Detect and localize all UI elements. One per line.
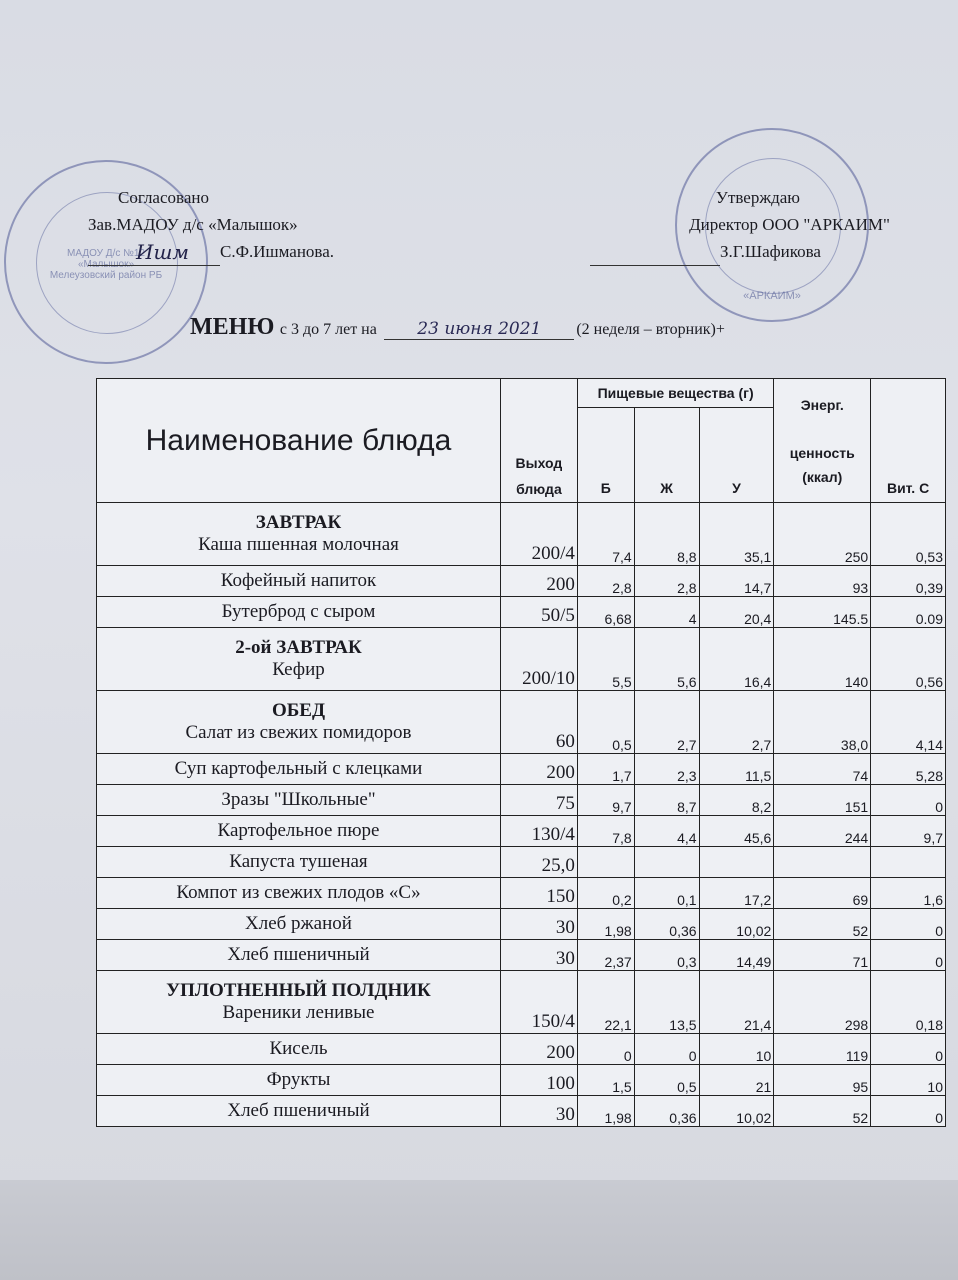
- dish-yield: 200: [500, 1034, 577, 1065]
- fat-value: 0,36: [634, 909, 699, 940]
- carbs-value: 45,6: [699, 816, 774, 847]
- dish-cell: [97, 909, 501, 940]
- menu-table-body: [97, 503, 946, 1127]
- vitamin-c-value: 0: [871, 1096, 946, 1127]
- fat-value: 8,7: [634, 785, 699, 816]
- signature-line-right: [590, 238, 720, 266]
- dish-name: Компот из свежих плодов «С»: [176, 882, 421, 903]
- dish-name: Вареники ленивые: [222, 1002, 375, 1023]
- vitamin-c-value: 9,7: [871, 816, 946, 847]
- energy-value: 69: [774, 878, 871, 909]
- dish-yield: 200: [500, 566, 577, 597]
- dish-yield: 130/4: [500, 816, 577, 847]
- energy-value: 145.5: [774, 597, 871, 628]
- dish-yield: 30: [500, 1096, 577, 1127]
- dish-cell: [97, 628, 501, 691]
- energy-value: 52: [774, 1096, 871, 1127]
- dish-name: Хлеб пшеничный: [227, 1100, 370, 1121]
- dish-cell: [97, 597, 501, 628]
- head-signature-line: [88, 238, 334, 266]
- vitamin-c-value: [871, 847, 946, 878]
- carbs-value: 10,02: [699, 1096, 774, 1127]
- header-energy: [774, 379, 871, 503]
- protein-value: 2,37: [577, 940, 634, 971]
- fat-value: 0: [634, 1034, 699, 1065]
- meal-category: ОБЕД: [271, 700, 326, 721]
- protein-value: 1,7: [577, 754, 634, 785]
- vitamin-c-value: 0: [871, 909, 946, 940]
- dish-name: Каша пшенная молочная: [198, 534, 399, 555]
- dish-name: Фрукты: [266, 1069, 331, 1090]
- vitamin-c-value: 10: [871, 1065, 946, 1096]
- carbs-value: 20,4: [699, 597, 774, 628]
- handwritten-signature-left: Ишм: [136, 240, 189, 264]
- fat-value: 2,7: [634, 691, 699, 754]
- head-position: Зав.МАДОУ д/с «Малышок»: [88, 215, 298, 234]
- dish-cell: [97, 816, 501, 847]
- carbs-value: 17,2: [699, 878, 774, 909]
- dish-yield: 75: [500, 785, 577, 816]
- menu-table: [96, 378, 946, 1127]
- dish-name: Кисель: [269, 1038, 328, 1059]
- table-row: [97, 816, 946, 847]
- fat-value: 2,3: [634, 754, 699, 785]
- table-row: [97, 940, 946, 971]
- carbs-value: 11,5: [699, 754, 774, 785]
- protein-value: 22,1: [577, 971, 634, 1034]
- table-row: [97, 597, 946, 628]
- menu-title: [190, 314, 725, 341]
- vitamin-c-value: 1,6: [871, 878, 946, 909]
- dish-yield: 150: [500, 878, 577, 909]
- header-energy-top: Энерг.: [800, 396, 844, 413]
- dish-cell: [97, 1096, 501, 1127]
- menu-heading: МЕНЮ: [190, 314, 275, 340]
- protein-value: 0: [577, 1034, 634, 1065]
- table-row: [97, 785, 946, 816]
- dish-name: Кофейный напиток: [220, 570, 377, 591]
- carbs-value: [699, 847, 774, 878]
- protein-value: 7,4: [577, 503, 634, 566]
- protein-value: 1,98: [577, 1096, 634, 1127]
- fat-value: 13,5: [634, 971, 699, 1034]
- fat-value: 4,4: [634, 816, 699, 847]
- paper-shadow: [0, 1180, 958, 1280]
- carbs-value: 8,2: [699, 785, 774, 816]
- header-energy-bottom: ценность (ккал): [789, 444, 855, 485]
- approval-block-left: [88, 184, 334, 266]
- table-row: [97, 847, 946, 878]
- dish-yield: 50/5: [500, 597, 577, 628]
- energy-value: [774, 847, 871, 878]
- protein-value: 6,68: [577, 597, 634, 628]
- director-position: Директор ООО "АРКАИМ": [689, 215, 890, 234]
- protein-value: 9,7: [577, 785, 634, 816]
- vitamin-c-value: 0,53: [871, 503, 946, 566]
- energy-value: 298: [774, 971, 871, 1034]
- table-row: [97, 1034, 946, 1065]
- dish-cell: [97, 971, 501, 1034]
- table-row: [97, 691, 946, 754]
- fat-value: 8,8: [634, 503, 699, 566]
- protein-value: 0,5: [577, 691, 634, 754]
- table-row: [97, 1065, 946, 1096]
- director-name: З.Г.Шафикова: [720, 242, 821, 261]
- carbs-value: 14,7: [699, 566, 774, 597]
- dish-yield: 60: [500, 691, 577, 754]
- protein-value: 1,5: [577, 1065, 634, 1096]
- table-row: [97, 1096, 946, 1127]
- dish-cell: [97, 503, 501, 566]
- vitamin-c-value: 4,14: [871, 691, 946, 754]
- dish-cell: [97, 1034, 501, 1065]
- vitamin-c-value: 0,56: [871, 628, 946, 691]
- dish-name: Бутерброд с сыром: [221, 601, 376, 622]
- fat-value: 4: [634, 597, 699, 628]
- dish-yield: 200: [500, 754, 577, 785]
- dish-yield: 200/10: [500, 628, 577, 691]
- dish-name: Хлеб ржаной: [245, 913, 352, 934]
- carbs-value: 16,4: [699, 628, 774, 691]
- carbs-value: 35,1: [699, 503, 774, 566]
- energy-value: 151: [774, 785, 871, 816]
- dish-yield: 150/4: [500, 971, 577, 1034]
- header-vitamin-c: Вит. С: [871, 379, 946, 503]
- table-row: [97, 909, 946, 940]
- carbs-value: 21: [699, 1065, 774, 1096]
- table-row: [97, 754, 946, 785]
- dish-name: Кефир: [272, 659, 325, 680]
- fat-value: 2,8: [634, 566, 699, 597]
- vitamin-c-value: 0: [871, 1034, 946, 1065]
- agreed-label: Согласовано: [118, 188, 209, 207]
- dish-yield: 200/4: [500, 503, 577, 566]
- table-row: [97, 503, 946, 566]
- protein-value: 2,8: [577, 566, 634, 597]
- dish-yield: 100: [500, 1065, 577, 1096]
- fat-value: 0,3: [634, 940, 699, 971]
- carbs-value: 10: [699, 1034, 774, 1065]
- stamp-left-text: МАДОУ Д/с №12 «Малышок» Мелеузовский район РБ: [49, 248, 163, 281]
- table-row: [97, 971, 946, 1034]
- dish-cell: [97, 878, 501, 909]
- energy-value: 38,0: [774, 691, 871, 754]
- fat-value: 5,6: [634, 628, 699, 691]
- dish-cell: [97, 566, 501, 597]
- approval-block-right: [590, 184, 890, 266]
- header-carbs: У: [699, 408, 774, 503]
- dish-cell: [97, 940, 501, 971]
- vitamin-c-value: 0,39: [871, 566, 946, 597]
- header-dish-name: Наименование блюда: [97, 379, 501, 503]
- energy-value: 71: [774, 940, 871, 971]
- fat-value: 0,36: [634, 1096, 699, 1127]
- fat-value: 0,5: [634, 1065, 699, 1096]
- dish-name: Суп картофельный с клецками: [174, 758, 423, 779]
- meal-category: УПЛОТНЕННЫЙ ПОЛДНИК: [166, 980, 431, 1001]
- energy-value: 52: [774, 909, 871, 940]
- table-row: [97, 878, 946, 909]
- carbs-value: 10,02: [699, 909, 774, 940]
- table-row: [97, 566, 946, 597]
- dish-cell: [97, 691, 501, 754]
- handwritten-date: 23 июня 2021: [384, 319, 574, 340]
- header-fat: Ж: [634, 408, 699, 503]
- stamp-right-text: «АРКАИМ»: [743, 290, 801, 302]
- protein-value: 0,2: [577, 878, 634, 909]
- dish-name: Картофельное пюре: [217, 820, 380, 841]
- dish-name: Салат из свежих помидоров: [185, 722, 412, 743]
- vitamin-c-value: 0: [871, 940, 946, 971]
- protein-value: [577, 847, 634, 878]
- energy-value: 74: [774, 754, 871, 785]
- carbs-value: 2,7: [699, 691, 774, 754]
- dish-yield: 30: [500, 909, 577, 940]
- header-nutrients: Пищевые вещества (г): [577, 379, 773, 408]
- dish-cell: [97, 1065, 501, 1096]
- dish-name: Зразы "Школьные": [221, 789, 376, 810]
- dish-cell: [97, 754, 501, 785]
- dish-yield: 25,0: [500, 847, 577, 878]
- dish-name: Капуста тушеная: [229, 851, 368, 872]
- energy-value: 93: [774, 566, 871, 597]
- protein-value: 1,98: [577, 909, 634, 940]
- table-row: [97, 628, 946, 691]
- dish-cell: [97, 847, 501, 878]
- vitamin-c-value: 5,28: [871, 754, 946, 785]
- week-label: (2 неделя – вторник)+: [576, 321, 725, 338]
- head-name: С.Ф.Ишманова.: [220, 242, 335, 261]
- vitamin-c-value: 0,18: [871, 971, 946, 1034]
- energy-value: 119: [774, 1034, 871, 1065]
- energy-value: 95: [774, 1065, 871, 1096]
- meal-category: 2-ой ЗАВТРАК: [235, 637, 362, 658]
- vitamin-c-value: 0.09: [871, 597, 946, 628]
- fat-value: 0,1: [634, 878, 699, 909]
- header-yield: Выход блюда: [500, 379, 577, 503]
- dish-yield: 30: [500, 940, 577, 971]
- protein-value: 5,5: [577, 628, 634, 691]
- dish-name: Хлеб пшеничный: [227, 944, 370, 965]
- protein-value: 7,8: [577, 816, 634, 847]
- header-protein: Б: [577, 408, 634, 503]
- energy-value: 140: [774, 628, 871, 691]
- carbs-value: 14,49: [699, 940, 774, 971]
- meal-category: ЗАВТРАК: [255, 512, 342, 533]
- energy-value: 250: [774, 503, 871, 566]
- fat-value: [634, 847, 699, 878]
- age-range: с 3 до 7 лет на: [279, 321, 377, 338]
- approve-label: Утверждаю: [715, 188, 800, 207]
- vitamin-c-value: 0: [871, 785, 946, 816]
- dish-cell: [97, 785, 501, 816]
- energy-value: 244: [774, 816, 871, 847]
- carbs-value: 21,4: [699, 971, 774, 1034]
- director-signature-line: [590, 238, 890, 266]
